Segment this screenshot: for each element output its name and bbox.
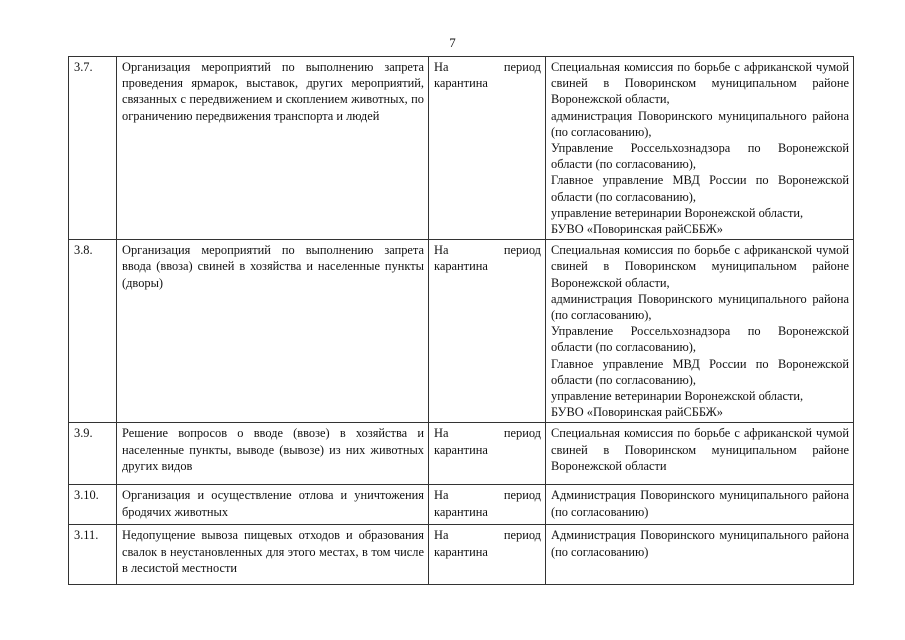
responsible-entry: БУВО «Поворинская райСББЖ» (551, 405, 723, 420)
responsible-cell (546, 57, 854, 240)
responsible-entry: Специальная комиссия по борьбе с африканской чумой свиней в Поворинском муниципальном районе Воронежской области, (551, 60, 849, 107)
row-number: 3.8. (69, 240, 117, 423)
term-word: карантина (434, 259, 488, 274)
measure-text: Решение вопросов о вводе (ввозе) в хозяйства и населенные пункты, выводе (вывозе) из них животных других видов (117, 423, 429, 485)
responsible-entry: управление ветеринарии Воронежской области, (551, 205, 804, 220)
measure-text: Недопущение вывоза пищевых отходов и образования свалок в неустановленных для этого местах, в том числе в лесистой местности (117, 525, 429, 585)
term-word: период (503, 528, 541, 543)
table-row (69, 57, 854, 240)
row-number: 3.9. (69, 423, 117, 485)
term-cell (429, 57, 546, 240)
responsible-entry: администрация Поворинского муниципального района (по согласованию), (551, 108, 849, 139)
row-number: 3.7. (69, 57, 117, 240)
term-cell (429, 525, 546, 585)
term-word: карантина (434, 76, 488, 91)
responsible-cell (546, 485, 854, 525)
responsible-entry: БУВО «Поворинская райСББЖ» (551, 222, 723, 237)
row-number: 3.10. (69, 485, 117, 525)
measure-text: Организация мероприятий по выполнению запрета ввода (ввоза) свиней в хозяйства и населенные пункты (дворы) (117, 240, 429, 423)
responsible-entry: Специальная комиссия по борьбе с африканской чумой свиней в Поворинском муниципальном районе Воронежской области, (551, 243, 849, 290)
responsible-entry: Управление Россельхознадзора по Воронежской области (по согласованию), (551, 141, 849, 172)
table-row (69, 525, 854, 585)
term-word: На (434, 426, 449, 441)
responsible-entry: Специальная комиссия по борьбе с африканской чумой свиней в Поворинском муниципальном районе Воронежской области (551, 426, 849, 473)
responsible-entry: управление ветеринарии Воронежской области, (551, 389, 804, 404)
responsible-entry: Главное управление МВД России по Воронежской области (по согласованию), (551, 173, 849, 204)
table-row (69, 423, 854, 485)
row-number: 3.11. (69, 525, 117, 585)
term-word: период (503, 488, 541, 503)
term-cell (429, 240, 546, 423)
table-row (69, 240, 854, 423)
term-cell (429, 423, 546, 485)
term-word: На (434, 528, 449, 543)
term-word: карантина (434, 544, 488, 559)
responsible-entry: Администрация Поворинского муниципального района (по согласованию) (551, 488, 849, 519)
measure-text: Организация мероприятий по выполнению запрета проведения ярмарок, выставок, других мероприятий, связанных с передвижением и скоплением животных, по ограничению передвижения транспорта и людей (117, 57, 429, 240)
measure-text: Организация и осуществление отлова и уничтожения бродячих животных (117, 485, 429, 525)
term-word: период (503, 60, 541, 74)
table-row (69, 485, 854, 525)
responsible-entry: администрация Поворинского муниципального района (по согласованию), (551, 291, 849, 323)
responsible-cell (546, 423, 854, 485)
measures-table (68, 56, 854, 585)
responsible-entry: Управление Россельхознадзора по Воронежской области (по согласованию), (551, 324, 849, 355)
term-cell (429, 485, 546, 525)
term-word: карантина (434, 504, 488, 519)
page-number: 7 (449, 35, 456, 50)
term-word: На (434, 243, 449, 258)
term-word: период (503, 426, 541, 441)
responsible-entry: Главное управление МВД России по Воронежской области (по согласованию), (551, 356, 849, 387)
responsible-entry: Администрация Поворинского муниципального района (по согласованию) (551, 528, 849, 559)
term-word: период (503, 243, 541, 258)
responsible-cell (546, 240, 854, 423)
term-word: На (434, 488, 449, 503)
term-word: карантина (434, 442, 488, 457)
responsible-cell (546, 525, 854, 585)
term-word: На (434, 60, 449, 74)
